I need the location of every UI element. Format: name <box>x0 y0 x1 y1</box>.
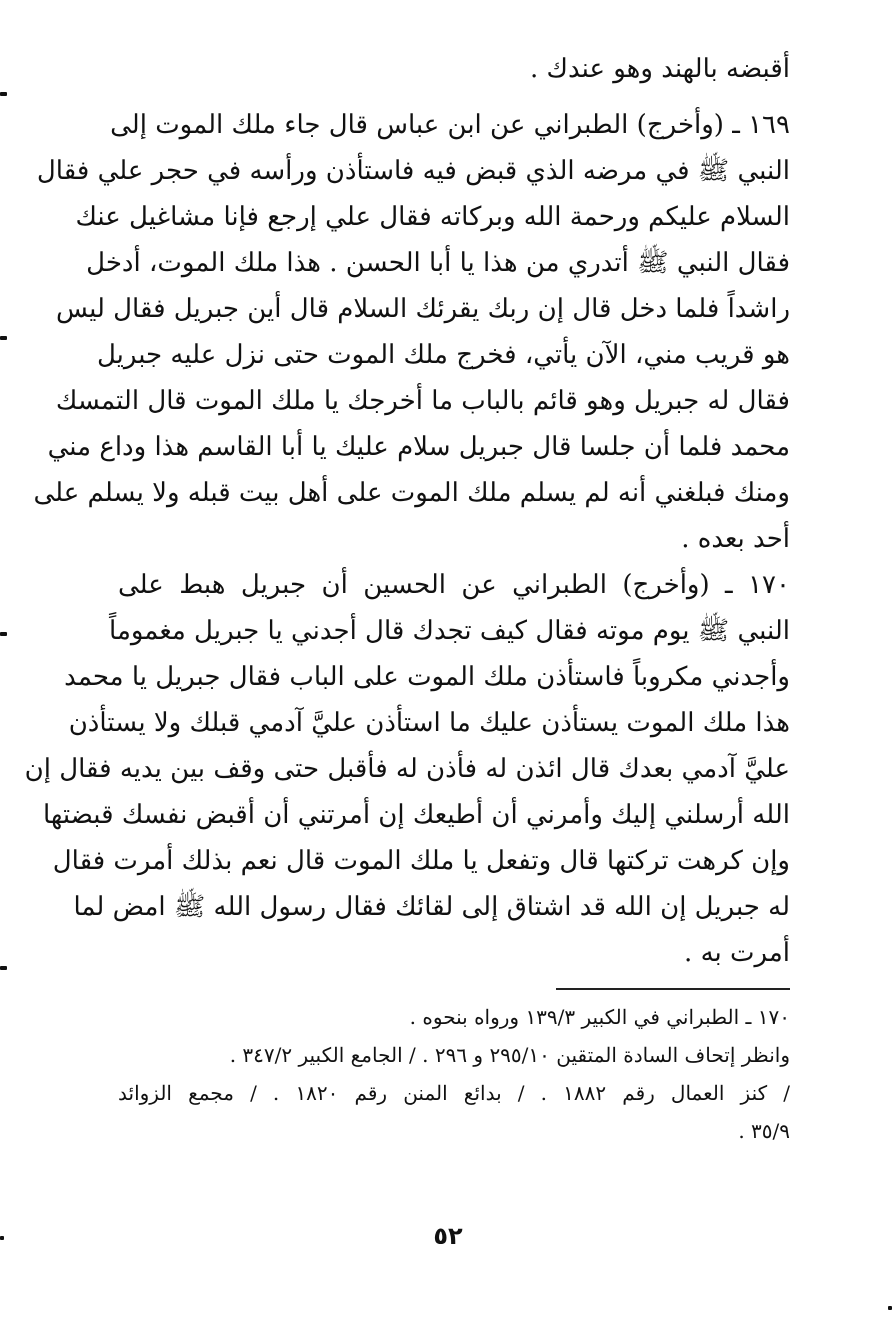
text-line: النبي ﷺ في مرضه الذي قبض فيه فاستأذن ورأسه في حجر علي فقال <box>36 156 790 186</box>
footnote-line: ١٧٠ ـ الطبراني في الكبير ١٣٩/٣ ورواه بنحوه . <box>409 1005 790 1029</box>
text-line: وأجدني مكروباً فاستأذن ملك الموت على الباب فقال جبريل يا محمد <box>64 662 790 692</box>
margin-mark <box>0 92 7 96</box>
footnote-line: / كنز العمال رقم ١٨٨٢ . / بدائع المنن رقم ١٨٢٠ . / مجمع الزوائد <box>118 1081 791 1105</box>
intro-paragraph <box>118 46 790 92</box>
footnote-divider <box>556 988 790 990</box>
hadith-169-paragraph <box>33 102 790 562</box>
margin-mark <box>888 1306 892 1310</box>
text-line: فقال النبي ﷺ أتدري من هذا يا أبا الحسن . هذا ملك الموت، أدخل <box>86 248 790 278</box>
margin-mark <box>0 1236 4 1240</box>
text-line: الله أرسلني إليك وأمرني أن أطيعك إن أمرتني أن أقبض نفسك قبضتها <box>43 800 790 830</box>
text-line: فقال له جبريل وهو قائم بالباب ما أخرجك يا ملك الموت قال التمسك <box>55 386 790 416</box>
text-line: أقبضه بالهند وهو عندك . <box>530 54 790 84</box>
text-line: هذا ملك الموت يستأذن عليك ما استأذن عليَّ آدمي قبلك ولا يستأذن <box>68 708 790 738</box>
text-line: عليَّ آدمي بعدك قال ائذن له فأذن له فأقبل حتى وقف بين يديه فقال إن <box>24 754 790 784</box>
page-number: ٥٢ <box>433 1222 463 1250</box>
footnotes <box>118 998 790 1150</box>
margin-mark <box>0 632 7 636</box>
text-line: ومنك فبلغني أنه لم يسلم ملك الموت على أهل بيت قبله ولا يسلم على <box>33 478 790 508</box>
text-line: محمد فلما أن جلسا قال جبريل سلام عليك يا أبا القاسم هذا وداع مني <box>47 432 790 462</box>
text-line: ١٦٩ ـ (وأخرج) الطبراني عن ابن عباس قال جاء ملك الموت إلى <box>110 110 790 140</box>
text-line: النبي ﷺ يوم موته فقال كيف تجدك قال أجدني يا جبريل مغموماً <box>109 616 790 646</box>
footnote-line: وانظر إتحاف السادة المتقين ٢٩٥/١٠ و ٢٩٦ . / الجامع الكبير ٣٤٧/٢ . <box>229 1043 790 1067</box>
margin-mark <box>0 336 7 340</box>
text-line: هو قريب مني، الآن يأتي، فخرج ملك الموت حتى نزل عليه جبريل <box>96 340 790 370</box>
margin-mark <box>0 966 7 970</box>
hadith-170-paragraph <box>24 562 790 976</box>
text-line: السلام عليكم ورحمة الله وبركاته فقال علي إرجع فإنا مشاغيل عنك <box>75 202 790 232</box>
text-line: راشداً فلما دخل قال إن ربك يقرئك السلام قال أين جبريل فقال ليس <box>55 294 790 324</box>
footnote-line: ٣٥/٩ . <box>738 1119 790 1143</box>
text-line: أحد بعده . <box>681 524 790 554</box>
text-line: أمرت به . <box>684 938 790 968</box>
text-line: ١٧٠ ـ (وأخرج) الطبراني عن الحسين أن جبريل هبط على <box>118 570 790 600</box>
text-line: له جبريل إن الله قد اشتاق إلى لقائك فقال رسول الله ﷺ امض لما <box>73 892 790 922</box>
text-line: وإن كرهت تركتها قال وتفعل يا ملك الموت قال نعم بذلك أمرت فقال <box>52 846 790 876</box>
